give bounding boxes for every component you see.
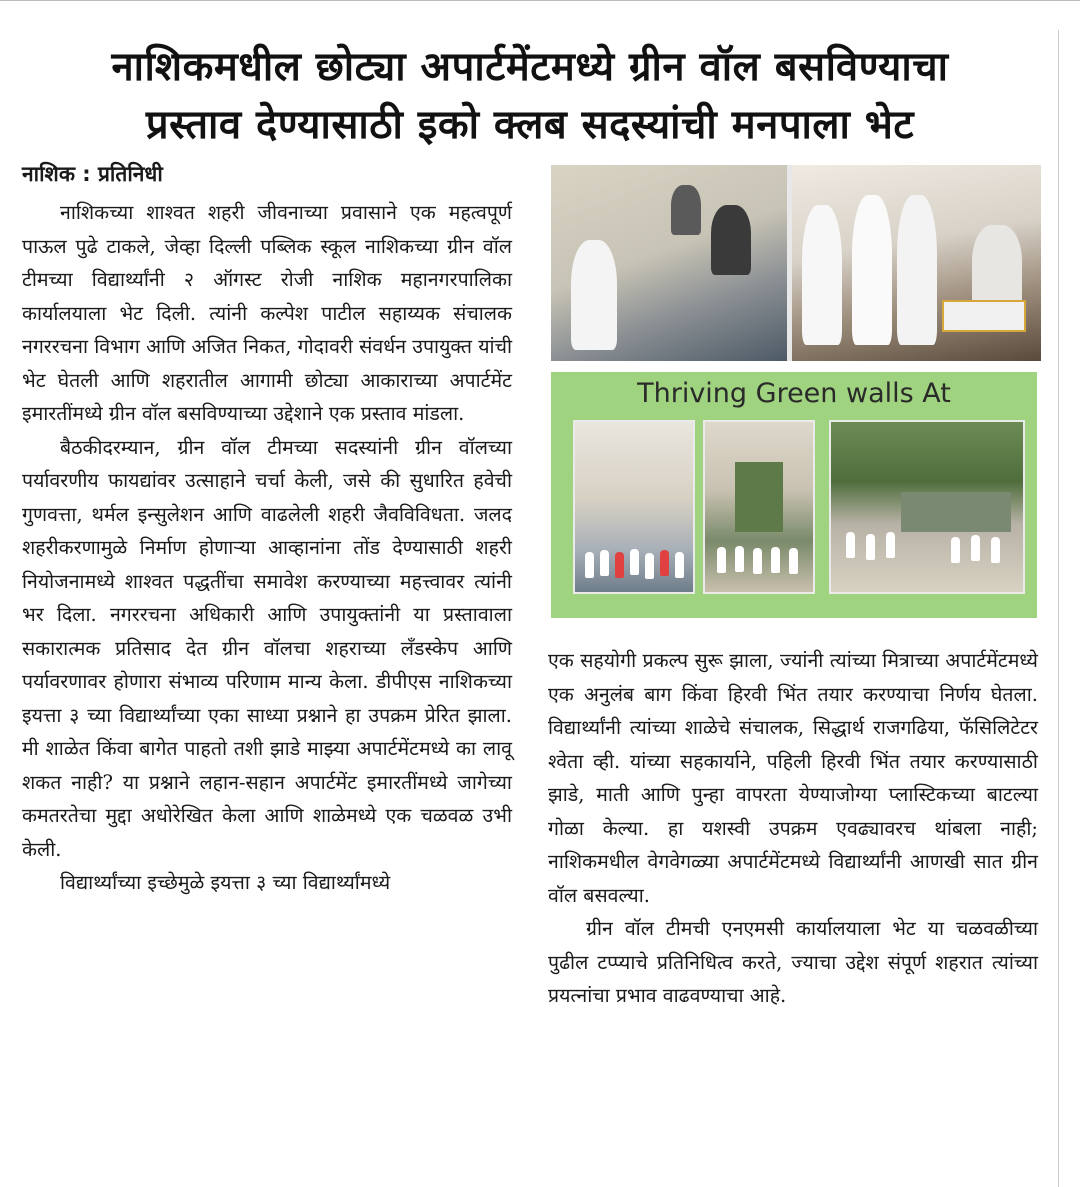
collage-photo-2: [703, 420, 815, 594]
paragraph: बैठकीदरम्यान, ग्रीन वॉल टीमच्या सदस्यांनी ग्रीन वॉलच्या पर्यावरणीय फायद्यांवर उत्साहाने चर्चा केली, जसे की सुधारित हवेची गुणवत्ता, थर्मल इन्सुलेशन आणि वाढलेली शहरी जैवविविधता. जलद शहरीकरणामुळे निर्माण होणाऱ्या आव्हानांना तोंड देण्यासाठी शहरी नियोजनामध्ये शाश्वत पद्धतींचा समावेश करण्याच्या महत्त्वावर त्यांनी भर दिला. नगररचना अधिकारी आणि उपायुक्तांनी या प्रस्तावाला सकारात्मक प्रतिसाद देत ग्रीन वॉलचा शहराच्या लँडस्केप आणि पर्यावरणावर होणारा संभाव्य परिणाम मान्य केला. डीपीएस नाशिकच्या इयत्ता ३ च्या विद्यार्थ्यांच्या एका साध्या प्रश्नाने हा उपक्रम प्रेरित झाला. मी शाळेत किंवा बागेत पाहतो तशी झाडे माझ्या अपार्टमेंटमध्ये का लावू शकत नाही? या प्रश्नाने लहान-सहान अपार्टमेंट इमारतींमध्ये जागेच्या कमतरतेचा मुद्दा अधोरेखित केला आणि शाळेमध्ये एक चळवळ उभी केली.: [22, 435, 512, 861]
collage-title: Thriving Green walls At: [637, 378, 951, 409]
paragraph: ग्रीन वॉल टीमची एनएमसी कार्यालयाला भेट या चळवळीच्या पुढील टप्प्याचे प्रतिनिधित्व करते, ज्याचा उद्देश संपूर्ण शहरात त्यांच्या प्रयत्नांचा प्रभाव वाढवण्याचा आहे.: [548, 917, 1038, 1007]
headline-line-1: नाशिकमधील छोट्या अपार्टमेंटमध्ये ग्रीन वॉल बसविण्याचा: [111, 44, 949, 90]
adjacent-article-edge: [1058, 30, 1080, 1187]
byline: नाशिक : प्रतिनिधी: [22, 162, 163, 186]
meeting-photo-right: [792, 165, 1041, 361]
headline-line-2: प्रस्ताव देण्यासाठी इको क्लब सदस्यांची मनपाला भेट: [145, 102, 915, 148]
paragraph: विद्यार्थ्यांच्या इच्छेमुळे इयत्ता ३ च्या विद्यार्थ्यांमध्ये: [60, 871, 391, 894]
meeting-photo-left: [551, 165, 787, 361]
collage-photo-1: [573, 420, 695, 594]
article-column-1: [22, 196, 512, 900]
collage-photo-3: [829, 420, 1025, 594]
paragraph: एक सहयोगी प्रकल्प सुरू झाला, ज्यांनी त्यांच्या मित्राच्या अपार्टमेंटमध्ये एक अनुलंब बाग किंवा हिरवी भिंत तयार करण्याचा निर्णय घेतला. विद्यार्थ्यांनी त्यांच्या शाळेचे संचालक, सिद्धार्थ राजगढिया, फॅसिलिटेटर श्वेता व्ही. यांच्या सहकार्याने, पहिली हिरवी भिंत तयार करण्यासाठी झाडे, माती आणि पुन्हा वापरता येण्याजोग्या प्लास्टिकच्या बाटल्या गोळा केल्या. हा यशस्वी उपक्रम एवढ्यावरच थांबला नाही; नाशिकमधील वेगवेगळ्या अपार्टमेंटमध्ये विद्यार्थ्यांनी आणखी सात ग्रीन वॉल बसवल्या.: [548, 649, 1038, 907]
paragraph: नाशिकच्या शाश्वत शहरी जीवनाच्या प्रवासाने एक महत्वपूर्ण पाऊल पुढे टाकले, जेव्हा दिल्ली पब्लिक स्कूल नाशिकच्या ग्रीन वॉल टीमच्या विद्यार्थ्यांनी २ ऑगस्ट रोजी नाशिक महानगरपालिका कार्यालयाला भेट दिली. त्यांनी कल्पेश पाटील सहाय्यक संचालक नगररचना विभाग आणि अजित निकत, गोदावरी संवर्धन उपायुक्त यांची भेट घेतली आणि शहरातील आगामी छोट्या आकाराच्या अपार्टमेंट इमारतींमध्ये ग्रीन वॉल बसविण्याच्या उद्देशाने एक प्रस्ताव मांडला.: [22, 201, 512, 425]
meeting-photos: [551, 165, 1041, 361]
headline: [20, 38, 1040, 154]
article-column-2: [548, 644, 1038, 1013]
green-walls-collage: [551, 372, 1037, 618]
